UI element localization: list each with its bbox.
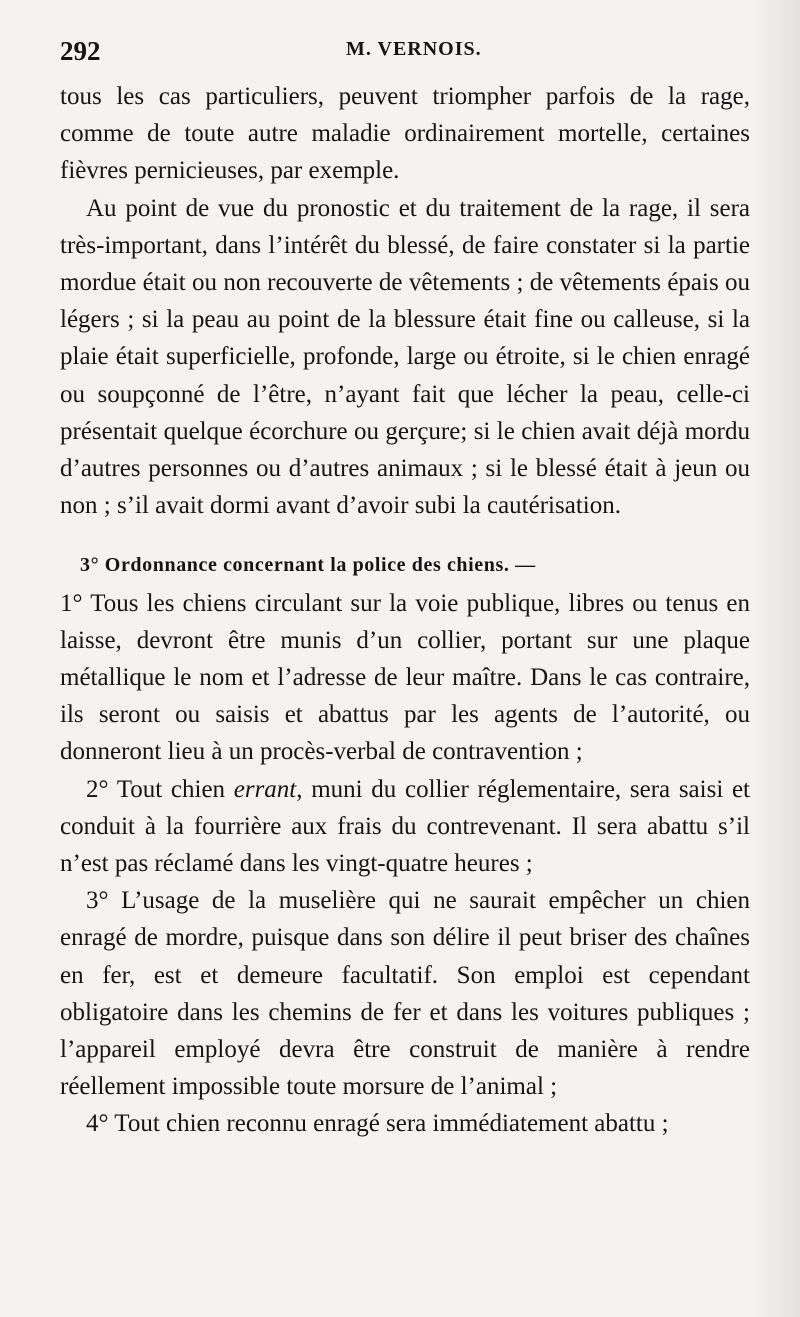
section-heading: 3° Ordonnance concernant la police des chiens. —	[80, 554, 536, 577]
paragraph-continuation: tous les cas particuliers, peuvent triompher parfois de la rage, comme de toute autre maladie ordinairement mortelle, certaines fièvres pernicieuses, par exemple.	[60, 83, 750, 185]
article-4: 4° Tout chien reconnu enragé sera immédiatement abattu ;	[86, 1110, 669, 1138]
article-2-start: 2° Tout chien	[86, 775, 234, 803]
running-head: M. VERNOIS.	[346, 38, 482, 60]
article-2-rest: , muni du collier réglementaire, sera saisi et conduit à la fourrière aux frais du contrevenant. Il sera abattu s’il n’est pas réclamé dans les vingt-quatre heures ;	[60, 775, 751, 878]
page-header	[60, 34, 750, 74]
page-number: 292	[60, 36, 101, 66]
page-gutter-shadow	[752, 0, 800, 1317]
article-1: 1° Tous les chiens circulant sur la voie publique, libres ou tenus en laisse, devront être munis d’un collier, portant sur une plaque métallique le nom et l’adresse de leur maître. Dans le cas contraire, ils seront ou saisis et abattus par les agents de l’autorité, ou donneront lieu à un procès-verbal de contravention ;	[60, 589, 750, 766]
article-2	[60, 771, 750, 883]
body-text	[60, 78, 750, 1143]
article-3: 3° L’usage de la muselière qui ne saurait empêcher un chien enragé de mordre, puisque dans son délire il peut briser des chaînes en fer, est et demeure facultatif. Son emploi est cependant obligatoire dans les chemins de fer et dans les voitures publiques ; l’appareil employé devra être construit de manière à rendre réellement impossible toute morsure de l’animal ;	[60, 887, 750, 1101]
paragraph-pronostic: Au point de vue du pronostic et du traitement de la rage, il sera très-important, dans l’intérêt du blessé, de faire constater si la partie mordue était ou non recouverte de vêtements ; de vêtements épais ou légers ; si la peau au point de la blessure était fine ou calleuse, si la plaie était superficielle, profonde, large ou étroite, si le chien enragé ou soupçonné de l’être, n’ayant fait que lécher la peau, celle-ci présentait quelque écorchure ou gerçure; si le chien avait déjà mordu d’autres personnes ou d’autres animaux ; si le blessé était à jeun ou non ; s’il avait dormi avant d’avoir subi la cautérisation.	[60, 194, 750, 520]
article-2-italic-word: errant	[233, 775, 297, 803]
